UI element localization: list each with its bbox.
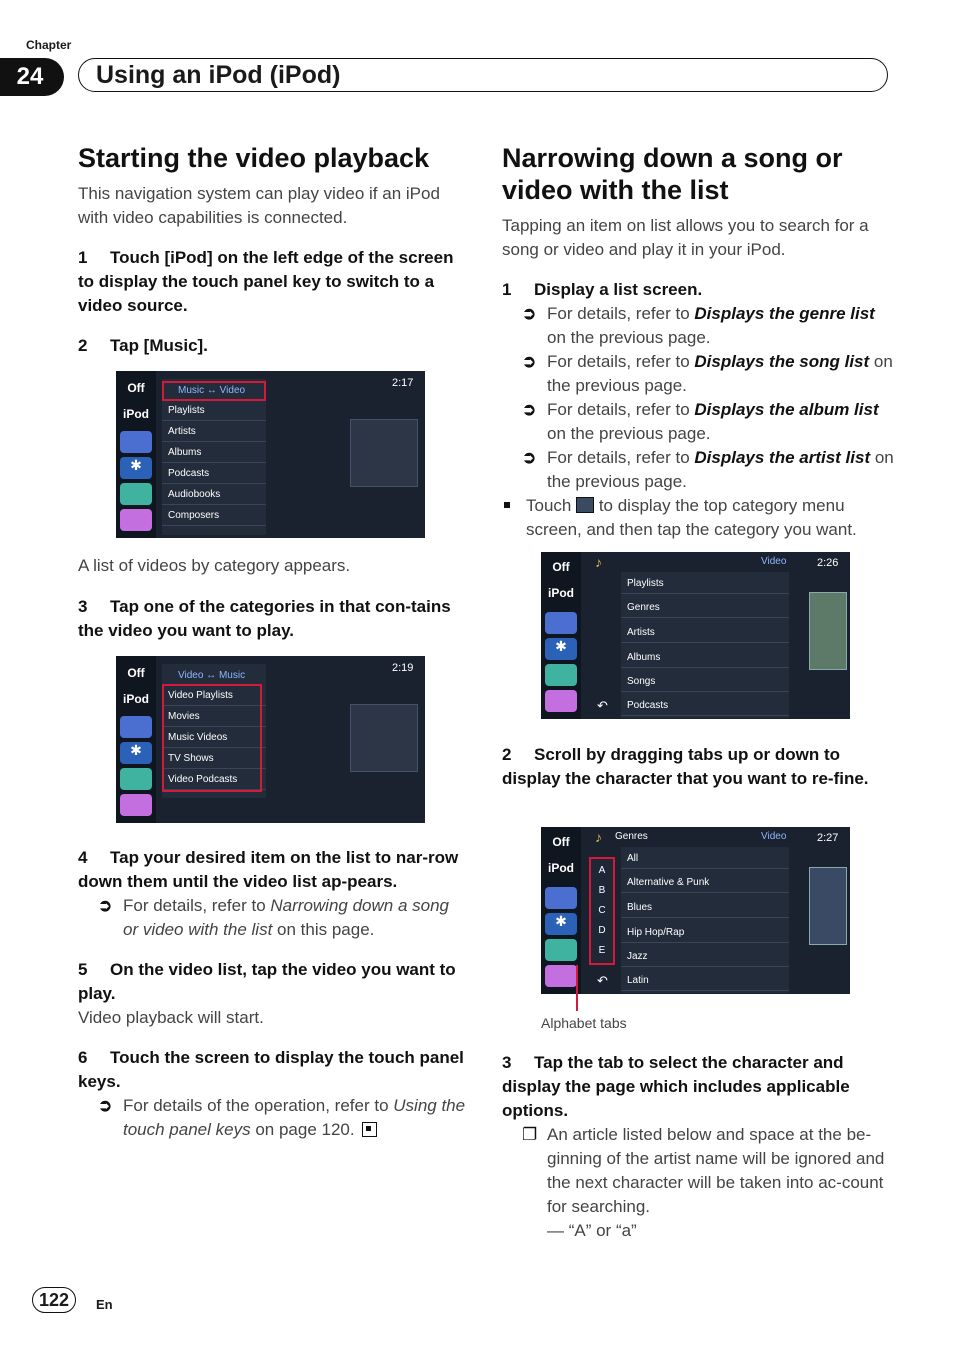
language-label: En <box>96 1297 113 1312</box>
list-item[interactable]: All <box>621 849 789 869</box>
left-column <box>78 142 468 358</box>
list-header[interactable]: Video ↔ Music <box>178 670 246 681</box>
list-title: Genres <box>615 831 648 842</box>
list-item[interactable]: Genres <box>621 598 789 618</box>
screenshot-music-list <box>116 371 425 538</box>
step-1: 1 Touch [iPod] on the left edge of the screen to display the touch panel key to switch to a video source. <box>78 248 454 315</box>
source-icon-fm[interactable] <box>545 664 577 686</box>
square-bullet-icon <box>504 502 510 508</box>
touch-note: Touch to display the top category menu screen, and then tap the category you want. <box>502 494 897 542</box>
right-step-1: 1 Display a list screen. <box>502 280 703 299</box>
list-item[interactable]: Jazz <box>621 947 789 967</box>
clock: 2:27 <box>817 832 839 844</box>
video-tab[interactable]: Video <box>761 831 787 842</box>
alphabet-tab[interactable]: C <box>598 905 606 916</box>
list-header[interactable]: Music ↔ Video <box>178 385 246 396</box>
source-icon-am[interactable] <box>120 794 152 816</box>
source-icon-sd[interactable] <box>120 431 152 453</box>
right-column-lower <box>502 1051 890 1243</box>
alphabet-tab[interactable]: E <box>598 945 606 956</box>
off-button[interactable]: Off <box>552 560 570 574</box>
list-item[interactable]: Composers <box>162 506 266 526</box>
source-icon-sd[interactable] <box>545 612 577 634</box>
back-icon[interactable]: ↶ <box>597 698 608 713</box>
step-4: 4 Tap your desired item on the list to nar-row down them until the video list ap-pears. <box>78 848 459 891</box>
link-genre-list[interactable]: Displays the genre list <box>694 304 875 323</box>
arrow-icon: ➲ <box>522 400 537 419</box>
list-item[interactable]: Movies <box>162 707 266 727</box>
bluetooth-icon[interactable]: ✱ <box>120 742 152 764</box>
source-icon-sd[interactable] <box>545 887 577 909</box>
source-icon-fm[interactable] <box>545 939 577 961</box>
album-art <box>350 704 418 772</box>
end-mark-icon <box>362 1122 377 1137</box>
ipod-button[interactable]: iPod <box>548 586 574 600</box>
arrow-icon: ➲ <box>522 352 537 371</box>
ipod-button[interactable]: iPod <box>548 861 574 875</box>
music-category-list <box>162 379 266 535</box>
now-playing-art[interactable] <box>809 592 847 670</box>
arrow-icon: ➲ <box>98 1096 113 1115</box>
list-item[interactable]: Playlists <box>162 401 266 421</box>
screenshot-video-menu <box>541 552 850 719</box>
artist-list-reference: ➲ For details, refer to Displays the artist list on the previous page. <box>522 448 894 491</box>
ipod-button[interactable]: iPod <box>123 407 149 421</box>
video-menu-list <box>621 572 789 718</box>
chapter-title: Using an iPod (iPod) <box>96 61 341 89</box>
off-button[interactable]: Off <box>552 835 570 849</box>
list-item[interactable]: Podcasts <box>162 464 266 484</box>
back-icon[interactable]: ↶ <box>597 973 608 988</box>
genre-list-reference: ➲ For details, refer to Displays the genre list on the previous page. <box>522 304 875 347</box>
list-item[interactable]: Hip Hop/Rap <box>621 923 789 943</box>
bluetooth-icon[interactable]: ✱ <box>120 457 152 479</box>
checkbox-icon: ❐ <box>522 1125 538 1144</box>
music-note-icon: ♪ <box>595 554 602 570</box>
alphabet-tab[interactable]: D <box>598 925 606 936</box>
step-2: 2 Tap [Music]. <box>78 336 208 355</box>
source-icon-am[interactable] <box>545 965 577 987</box>
clock: 2:17 <box>392 377 414 389</box>
link-narrowing-down[interactable]: Narrowing down a song or video with the list <box>123 896 449 939</box>
right-column <box>502 142 897 542</box>
list-item[interactable]: Video Podcasts <box>162 770 266 790</box>
list-item[interactable]: Music Videos <box>162 728 266 748</box>
alphabet-tabs-caption: Alphabet tabs <box>541 1015 627 1031</box>
chapter-label: Chapter <box>26 38 72 52</box>
step-3: 3 Tap one of the categories in that con-tains the video you want to play. <box>78 597 451 640</box>
arrow-icon: ➲ <box>522 304 537 323</box>
list-item[interactable]: Playlists <box>621 574 789 594</box>
clock: 2:26 <box>817 557 839 569</box>
section-title-video-playback: Starting the video playback <box>78 143 430 173</box>
link-song-list[interactable]: Displays the song list <box>694 352 870 371</box>
chapter-number: 24 <box>0 58 64 96</box>
list-item[interactable]: Latin <box>621 971 789 991</box>
right-step-3: 3 Tap the tab to select the character and display the page which includes applicable options. <box>502 1053 850 1120</box>
step5-body: Video playback will start. <box>78 1008 264 1027</box>
source-icon-am[interactable] <box>120 509 152 531</box>
source-icon-sd[interactable] <box>120 716 152 738</box>
source-icon-am[interactable] <box>545 690 577 712</box>
now-playing-art[interactable] <box>809 867 847 945</box>
source-icon-fm[interactable] <box>120 768 152 790</box>
list-item[interactable]: Artists <box>621 623 789 643</box>
bluetooth-icon[interactable]: ✱ <box>545 638 577 660</box>
step-6: 6 Touch the screen to display the touch panel keys. <box>78 1048 464 1091</box>
list-item[interactable]: Blues <box>621 898 789 918</box>
link-touch-panel-keys[interactable]: Using the touch panel keys <box>123 1096 466 1139</box>
highlight-alphabet-tabs <box>589 857 615 965</box>
link-artist-list[interactable]: Displays the artist list <box>694 448 871 467</box>
step4-reference: ➲ For details, refer to Narrowing down a song or video with the list on this page. <box>98 896 449 939</box>
highlight-music-toggle <box>162 381 266 401</box>
article-note: ❐ An article listed below and space at the be-ginning of the artist name will be ignored and the next character will be taken into ac-count for searching. <box>522 1125 885 1216</box>
list-item[interactable]: Artists <box>162 422 266 442</box>
page-number: 122 <box>32 1287 76 1313</box>
list-item[interactable]: Albums <box>162 443 266 463</box>
ipod-button[interactable]: iPod <box>123 692 149 706</box>
list-item[interactable]: Podcasts <box>621 696 789 716</box>
list-item[interactable]: Songs <box>621 672 789 692</box>
alphabet-tab[interactable]: B <box>598 885 606 896</box>
left-column-lower <box>78 846 468 1142</box>
off-button[interactable]: Off <box>127 666 145 680</box>
off-button[interactable]: Off <box>127 381 145 395</box>
alphabet-tab[interactable]: A <box>598 865 606 876</box>
bluetooth-icon[interactable]: ✱ <box>545 913 577 935</box>
narrowing-intro: Tapping an item on list allows you to search for a song or video and play it in your iPod. <box>502 216 869 259</box>
list-item[interactable]: Audiobooks <box>162 485 266 505</box>
right-step-2: 2 Scroll by dragging tabs up or down to display the character that you want to re-fine. <box>502 745 869 788</box>
back-icon <box>576 497 594 513</box>
list-item[interactable]: Video Playlists <box>162 686 266 706</box>
list-item[interactable]: Alternative & Punk <box>621 873 789 893</box>
list-item[interactable]: Albums <box>621 648 789 668</box>
album-list-reference: ➲ For details, refer to Displays the album list on the previous page. <box>522 400 879 443</box>
link-album-list[interactable]: Displays the album list <box>694 400 879 419</box>
step-5: 5 On the video list, tap the video you want to play. <box>78 960 456 1003</box>
video-tab[interactable]: Video <box>761 556 787 567</box>
album-art <box>350 419 418 487</box>
genre-list <box>621 847 789 993</box>
clock: 2:19 <box>392 662 414 674</box>
song-list-reference: ➲ For details, refer to Displays the song list on the previous page. <box>522 352 893 395</box>
arrow-icon: ➲ <box>522 448 537 467</box>
screenshot-genres-list <box>541 827 850 994</box>
list-item[interactable]: TV Shows <box>162 749 266 769</box>
section-title-narrowing: Narrowing down a song or video with the list <box>502 143 843 205</box>
arrow-icon: ➲ <box>98 896 113 915</box>
music-note-icon: ♪ <box>595 829 602 845</box>
article-note-example: — “A” or “a” <box>547 1221 637 1240</box>
callout-line <box>576 965 578 1011</box>
highlight-video-categories <box>162 684 262 792</box>
screenshot-video-list <box>116 656 425 823</box>
intro-text: This navigation system can play video if an iPod with video capabilities is connected. <box>78 184 440 227</box>
step6-reference: ➲ For details of the operation, refer to Using the touch panel keys on page 120. <box>98 1096 466 1139</box>
shot1-result-text: A list of videos by category appears. <box>78 556 351 575</box>
source-icon-fm[interactable] <box>120 483 152 505</box>
